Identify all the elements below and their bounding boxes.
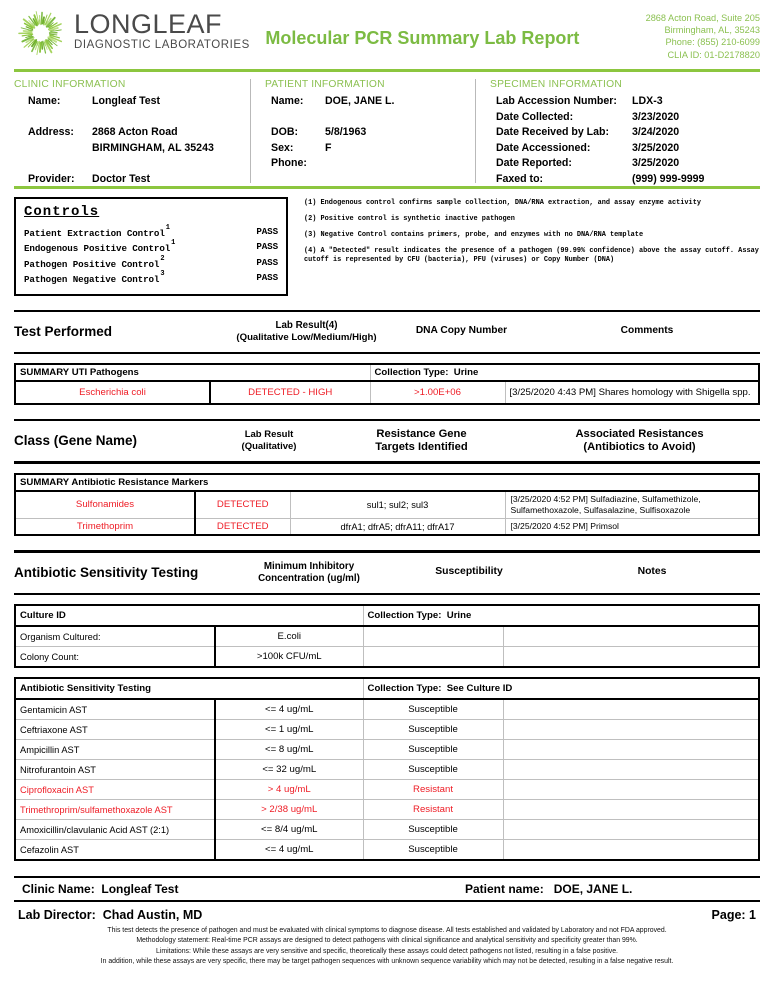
footnote-1: (1) Endogenous control confirms sample collection, DNA/RNA extraction, and assay enzyme activity (304, 198, 701, 207)
lab-address-block (585, 8, 760, 61)
lab-director-value: Chad Austin, MD (102, 907, 203, 922)
specimen-row (490, 94, 760, 110)
controls-row (14, 197, 760, 296)
ast-mic: <= 4 ug/mL (215, 699, 363, 720)
control-name-text: Pathogen Negative Control (24, 274, 160, 286)
resistance-class-name: Trimethoprim (15, 518, 195, 535)
control-row (24, 271, 278, 287)
ast-mic: <= 4 ug/mL (215, 840, 363, 861)
specimen-row (490, 156, 760, 172)
control-name (24, 225, 236, 241)
ast-susceptibility: Resistant (363, 800, 503, 820)
specimen-value: 3/23/2020 (632, 110, 680, 123)
specimen-value: 3/25/2020 (632, 141, 680, 154)
controls-footnotes (288, 197, 760, 265)
control-name-text: Endogenous Positive Control (24, 243, 171, 255)
footer-clinic-name-value: Longleaf Test (101, 881, 179, 896)
antibiotic-resistance-markers-table (14, 473, 760, 537)
specimen-label: Date Received by Lab: (496, 126, 610, 138)
resistance-associated: [3/25/2020 4:52 PM] Sulfadiazine, Sulfamethizole, Sulfamethoxazole, Sulfasalazine, Sulfisoxazole (505, 491, 759, 519)
col-class-lab-result-line1: Lab Result (244, 428, 294, 440)
ast-notes (503, 740, 759, 760)
control-name (24, 271, 236, 287)
footer-clinic-name-label: Clinic Name: (22, 881, 95, 896)
patient-dob-row (265, 125, 475, 141)
ast-mic: <= 1 ug/mL (215, 720, 363, 740)
col-comments: Comments (620, 325, 674, 337)
specimen-label: Date Collected: (496, 110, 574, 123)
lab-address-line: 2868 Acton Road, Suite 205 (645, 13, 760, 23)
spacer (14, 296, 760, 310)
col-test-performed: Test Performed (14, 324, 113, 340)
spacer (14, 595, 760, 604)
table-row (15, 820, 759, 840)
culture-collection-type (363, 605, 759, 626)
ast-notes (503, 820, 759, 840)
uti-band-title: SUMMARY UTI Pathogens (15, 364, 370, 381)
culture-band-title: Culture ID (15, 605, 363, 626)
ast-antibiotic-name: Cefazolin AST (15, 840, 215, 861)
brand-block (74, 8, 250, 52)
clinic-name-value: Longleaf Test (92, 95, 161, 107)
culture-collection-value: Urine (446, 610, 472, 622)
ast-collection-label: Collection Type: (367, 683, 442, 695)
clinic-provider-row (14, 172, 250, 188)
lab-director-label: Lab Director: (18, 907, 96, 922)
clinic-name-label: Name: (28, 95, 61, 107)
ast-antibiotic-name: Ampicillin AST (15, 740, 215, 760)
spacer (14, 536, 760, 550)
ast-antibiotic-name: Nitrofurantoin AST (15, 760, 215, 780)
patient-phone-row (265, 156, 475, 172)
report-header (14, 0, 760, 66)
patient-phone-label: Phone: (271, 157, 307, 169)
lab-address-line: Birmingham, AL, 35243 (664, 25, 760, 36)
table-row (15, 491, 759, 519)
disclaimer-line-2: Methodology statement: Real-time PCR assays are designed to detect pathogens with clinical significance and analytical sensitivity and specificity greater than 99%. (136, 937, 638, 945)
patient-dob-value: 5/8/1963 (325, 126, 367, 138)
footnote-3: (3) Negative Control contains primers, probe, and enzymes with no DNA/RNA template (304, 230, 644, 239)
uti-table-band (15, 364, 759, 381)
ast-notes (503, 720, 759, 740)
control-row (24, 240, 278, 256)
culture-row-value: E.coli (215, 626, 363, 647)
control-result: PASS (256, 241, 278, 253)
ast-antibiotic-name: Gentamicin AST (15, 699, 215, 720)
table-row (15, 381, 759, 404)
specimen-row (490, 110, 760, 126)
col-dna-copy-number: DNA Copy Number (415, 325, 508, 337)
control-name-text: Pathogen Positive Control (24, 258, 160, 270)
col-resistance-gene-line1: Resistance Gene (376, 428, 467, 441)
clinic-address-line1: 2868 Acton Road (92, 126, 178, 138)
clinic-address-row (14, 125, 250, 141)
ast-susceptibility: Susceptible (363, 699, 503, 720)
uti-collection-label: Collection Type: (374, 367, 449, 379)
control-name (24, 240, 236, 256)
specimen-label: Faxed to: (496, 172, 544, 185)
spacer (14, 405, 760, 419)
footer-clinic-name (18, 882, 391, 896)
spacer (265, 110, 475, 126)
lab-phone: Phone: (855) 210-6099 (665, 37, 760, 48)
specimen-row (490, 125, 760, 141)
ast-collection-value: See Culture ID (446, 683, 513, 695)
ast-susceptibility: Susceptible (363, 720, 503, 740)
footer-patient-name (391, 882, 756, 896)
clinic-information-heading: CLINIC INFORMATION (14, 79, 126, 90)
footnote-2: (2) Positive control is synthetic inactive pathogen (304, 214, 515, 223)
ast-notes (503, 800, 759, 820)
col-lab-result (224, 320, 389, 344)
clinic-information-panel (14, 79, 250, 183)
resistance-gene-targets: dfrA1; dfrA5; dfrA11; dfrA17 (290, 518, 505, 535)
ast-susceptibility: Resistant (363, 780, 503, 800)
spacer (14, 668, 760, 677)
culture-row-susceptibility (363, 626, 503, 647)
ast-notes (503, 840, 759, 861)
clinic-name-row (14, 94, 250, 110)
culture-row-susceptibility (363, 647, 503, 668)
clinic-provider-value: Doctor Test (92, 172, 151, 185)
col-notes: Notes (637, 566, 667, 578)
uti-collection-type (370, 364, 759, 381)
specimen-row (490, 141, 760, 157)
controls-title: Controls (24, 203, 100, 220)
ast-susceptibility: Susceptible (363, 840, 503, 861)
col-associated-resistances (519, 428, 760, 453)
col-class-gene-name: Class (Gene Name) (14, 433, 138, 449)
test-performed-header (14, 312, 760, 352)
table-row (15, 740, 759, 760)
patient-name-row (265, 94, 475, 110)
control-name-text: Patient Extraction Control (24, 227, 165, 239)
header-divider (14, 69, 760, 72)
col-associated-resistances-line2: (Antibiotics to Avoid) (583, 440, 696, 453)
specimen-value: (999) 999-9999 (632, 172, 705, 185)
ast-notes (503, 780, 759, 800)
longleaf-starburst-logo-icon (14, 8, 70, 58)
report-footer (14, 876, 760, 968)
patient-information-heading: PATIENT INFORMATION (265, 79, 385, 90)
col-resistance-gene-targets (324, 428, 519, 453)
table-row (15, 800, 759, 820)
patient-name-value: DOE, JANE L. (325, 95, 395, 107)
specimen-label: Date Accessioned: (496, 141, 591, 154)
information-row (14, 79, 760, 183)
ast-antibiotic-name: Amoxicillin/clavulanic Acid AST (2:1) (15, 820, 215, 840)
ast-notes (503, 699, 759, 720)
table-row (15, 699, 759, 720)
page-title: Molecular PCR Summary Lab Report (265, 28, 580, 48)
col-lab-result-line1: Lab Result(4) (275, 319, 338, 331)
resistance-band-title: SUMMARY Antibiotic Resistance Markers (15, 474, 759, 491)
specimen-information-panel (475, 79, 760, 183)
col-lab-result-line2: (Qualitative Low/Medium/High) (236, 331, 377, 343)
ast-band-title: Antibiotic Sensitivity Testing (15, 678, 363, 699)
lab-director (18, 908, 712, 922)
spacer (14, 110, 250, 126)
resistance-lab-result: DETECTED (195, 491, 290, 519)
class-gene-name-header (14, 421, 760, 461)
culture-table-band (15, 605, 759, 626)
ast-table-band (15, 678, 759, 699)
table-row (15, 518, 759, 535)
spacer (14, 156, 250, 172)
patient-name-label: Name: (271, 95, 304, 107)
clinic-address-line2: BIRMINGHAM, AL 35243 (92, 141, 214, 154)
disclaimer-line-1: This test detects the presence of pathogen and must be evaluated with clinical symptoms to diagnose disease. All tests established and validated by Laboratory and not FDA approved. (107, 926, 667, 934)
resistance-class-name: Sulfonamides (15, 491, 195, 519)
table-row (15, 626, 759, 647)
ast-susceptibility: Susceptible (363, 820, 503, 840)
spacer (14, 464, 760, 473)
footer-director-row (14, 908, 760, 922)
patient-information-panel (250, 79, 475, 183)
uti-pathogens-table (14, 363, 760, 405)
page-number: Page: 1 (711, 907, 756, 922)
col-mic-line1: Minimum Inhibitory (263, 560, 355, 572)
brand-subtitle: DIAGNOSTIC LABORATORIES (74, 39, 250, 51)
resistance-table-band (15, 474, 759, 491)
uti-copy-number: >1.00E+06 (370, 381, 505, 404)
table-row (15, 720, 759, 740)
clinic-provider-label: Provider: (28, 172, 75, 185)
ast-mic: <= 32 ug/mL (215, 760, 363, 780)
patient-sex-label: Sex: (271, 141, 294, 154)
resistance-gene-targets: sul1; sul2; sul3 (290, 491, 505, 519)
control-footnote-marker: 2 (160, 254, 165, 263)
control-footnote-marker: 3 (160, 270, 165, 279)
controls-box (14, 197, 288, 296)
ast-susceptibility: Susceptible (363, 740, 503, 760)
ast-antibiotic-name: Ceftriaxone AST (15, 720, 215, 740)
patient-dob-label: DOB: (271, 126, 299, 138)
control-result: PASS (256, 225, 278, 237)
ast-mic: <= 8 ug/mL (215, 740, 363, 760)
culture-row-notes (503, 647, 759, 668)
specimen-value: LDX-3 (632, 95, 663, 107)
uti-collection-value: Urine (453, 367, 479, 379)
antibiotic-sensitivity-results-table (14, 677, 760, 861)
culture-row-label: Colony Count: (15, 647, 215, 668)
control-row (24, 225, 278, 241)
control-result: PASS (256, 272, 278, 284)
culture-row-notes (503, 626, 759, 647)
culture-collection-label: Collection Type: (367, 610, 442, 622)
uti-comment: [3/25/2020 4:43 PM] Shares homology with Shigella spp. (505, 381, 759, 404)
uti-lab-result: DETECTED - HIGH (210, 381, 370, 404)
col-mic-line2: Concentration (ug/ml) (258, 572, 360, 584)
spacer (14, 354, 760, 363)
col-mic (224, 561, 394, 585)
culture-row-value: >100k CFU/mL (215, 647, 363, 668)
specimen-row (490, 172, 760, 188)
specimen-value: 3/24/2020 (632, 126, 680, 138)
patient-sex-value: F (325, 141, 332, 154)
ast-susceptibility: Susceptible (363, 760, 503, 780)
brand-name: LONGLEAF (74, 9, 223, 39)
clinic-address-label: Address: (28, 126, 74, 138)
ast-antibiotic-name: Ciprofloxacin AST (15, 780, 215, 800)
ast-mic: <= 8/4 ug/mL (215, 820, 363, 840)
ast-antibiotic-name: Trimethroprim/sulfamethoxazole AST (15, 800, 215, 820)
footer-identity-band (14, 876, 760, 902)
patient-sex-row (265, 141, 475, 157)
footer-patient-name-label: Patient name: (465, 881, 544, 896)
table-row (15, 760, 759, 780)
specimen-label: Lab Accession Number: (496, 95, 617, 107)
antibiotic-sensitivity-testing-header (14, 553, 760, 593)
disclaimer-line-4: In addition, while these assays are very specific, there may be target pathogen sequences with unknown sequence variability which may not be detected, resulting in a false negative result. (100, 958, 674, 966)
uti-organism: Escherichia coli (15, 381, 210, 404)
control-result: PASS (256, 256, 278, 268)
footer-disclaimer (14, 926, 760, 968)
col-susceptibility: Susceptibility (435, 566, 503, 578)
col-associated-resistances-line1: Associated Resistances (575, 428, 704, 441)
footnote-4: (4) A "Detected" result indicates the presence of a pathogen (99.99% confidence) above the assay cutoff. Assay cutoff is represented by CFU (bacteria), PFU (viruses) or Copy Number (DNA) (304, 246, 759, 264)
disclaimer-line-3: Limitations: While these assays are very sensitive and specific, theoretically these assays could detect pathogens not listed, resulting in a false positive. (156, 947, 618, 955)
specimen-information-heading: SPECIMEN INFORMATION (490, 79, 622, 90)
col-ast-title: Antibiotic Sensitivity Testing (14, 565, 199, 581)
table-row (15, 647, 759, 668)
specimen-value: 3/25/2020 (632, 157, 680, 169)
ast-notes (503, 760, 759, 780)
specimen-label: Date Reported: (496, 157, 572, 169)
control-row (24, 256, 278, 272)
lab-clia-id: CLIA ID: 01-D2178820 (667, 49, 760, 60)
col-resistance-gene-line2: Targets Identified (375, 440, 468, 453)
ast-mic: > 2/38 ug/mL (215, 800, 363, 820)
col-class-lab-result (214, 429, 324, 453)
table-row (15, 840, 759, 861)
control-footnote-marker: 1 (165, 223, 170, 232)
control-name (24, 256, 236, 272)
ast-mic: > 4 ug/mL (215, 780, 363, 800)
culture-row-label: Organism Cultured: (15, 626, 215, 647)
footer-patient-name-value: DOE, JANE L. (553, 881, 633, 896)
table-row (15, 780, 759, 800)
control-footnote-marker: 1 (171, 239, 176, 248)
resistance-lab-result: DETECTED (195, 518, 290, 535)
col-class-lab-result-line2: (Qualitative) (241, 440, 297, 452)
resistance-associated: [3/25/2020 4:52 PM] Primsol (505, 518, 759, 535)
culture-id-table (14, 604, 760, 668)
ast-collection-type (363, 678, 759, 699)
